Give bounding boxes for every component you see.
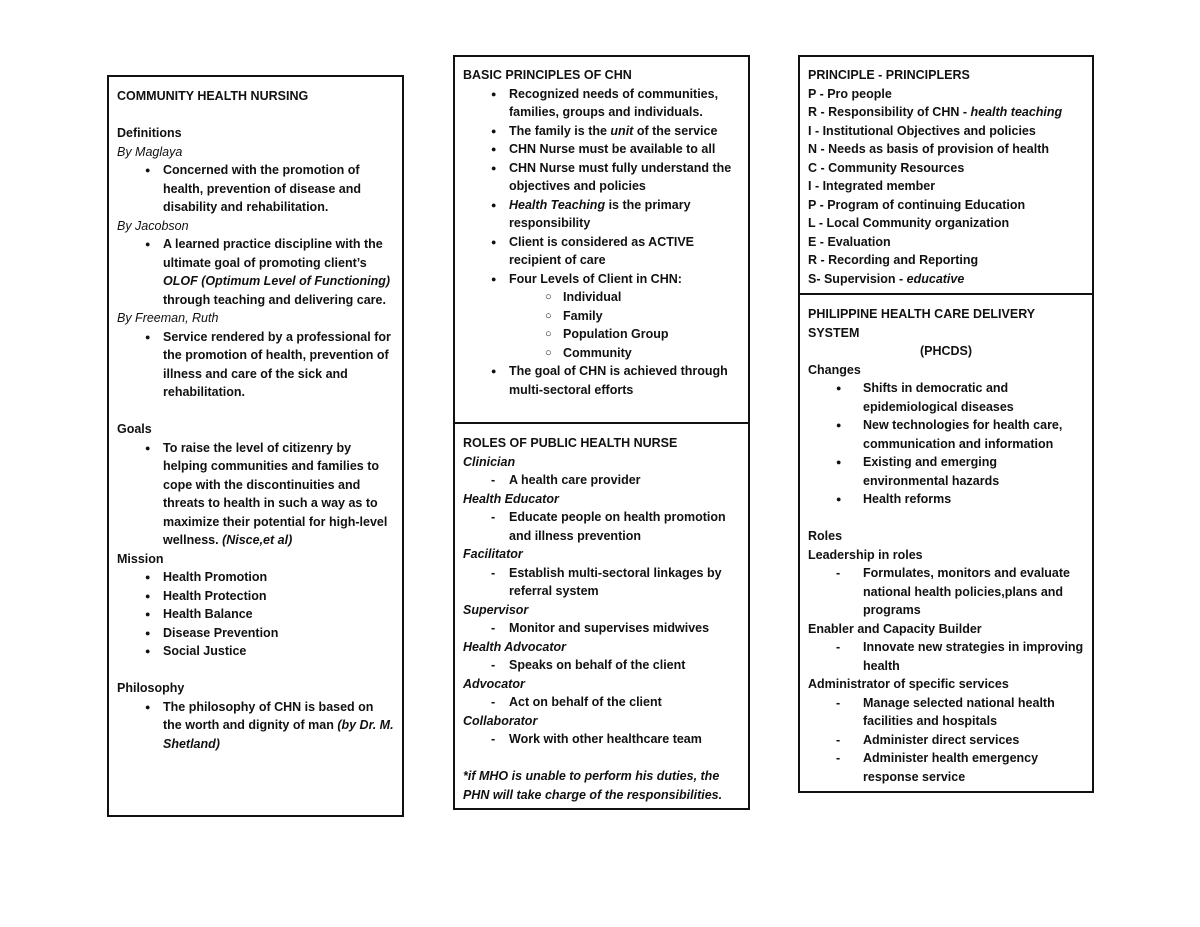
principle-emphasis: unit <box>610 123 634 138</box>
roles-phn-title: ROLES OF PUBLIC HEALTH NURSE <box>463 436 678 450</box>
principlers-title: PRINCIPLE - PRINCIPLERS <box>808 68 970 82</box>
mission-item: ● Health Promotion <box>117 568 394 587</box>
mission-item: ● Social Justice <box>117 642 394 661</box>
principler-emphasis: educative <box>906 271 965 286</box>
author-jacobson: By Jacobson <box>117 218 189 233</box>
goals-heading: Goals <box>117 422 152 436</box>
author-freeman: By Freeman, Ruth <box>117 311 219 325</box>
principle-item <box>463 122 740 141</box>
role-desc: - Monitor and supervises midwives <box>463 619 740 638</box>
principler-text: C - Community Resources <box>808 160 965 175</box>
principler-item <box>808 177 1084 196</box>
role-task: - Innovate new strategies in improving health <box>808 638 1084 675</box>
principler-item <box>808 270 1084 289</box>
role-desc: - Establish multi-sectoral linkages by referral system <box>463 564 740 601</box>
role-name: Supervisor <box>463 602 529 617</box>
role-name: Advocator <box>463 676 525 691</box>
client-level-item: ○ Population Group <box>463 325 740 344</box>
role-group: Enabler and Capacity Builder <box>808 621 982 636</box>
role-desc: - Work with other healthcare team <box>463 730 740 749</box>
changes-heading: Changes <box>808 362 861 377</box>
definition-jacobson-tail: through teaching and delivering care. <box>163 292 386 307</box>
chn-definitions-box <box>107 75 404 817</box>
mission-item: ● Health Protection <box>117 587 394 606</box>
role-group: Administrator of specific services <box>808 677 1009 691</box>
principle-text: The family is the <box>509 123 611 138</box>
basic-principles-title: BASIC PRINCIPLES OF CHN <box>463 68 632 82</box>
role-group: Leadership in roles <box>808 547 923 562</box>
mho-note: *if MHO is unable to perform his duties, the PHN will take charge of the responsibilities. <box>463 769 723 802</box>
principler-item <box>808 214 1084 233</box>
principle-item: ● Recognized needs of communities, families, groups and individuals. <box>463 85 740 122</box>
change-item: ● Health reforms <box>808 490 1084 509</box>
role-task: - Administer health emergency response service <box>808 749 1084 786</box>
principler-text: S- Supervision - <box>808 271 907 286</box>
client-level-item: ○ Individual <box>463 288 740 307</box>
client-level-item: ○ Community <box>463 344 740 363</box>
roles-phn-box <box>453 422 750 809</box>
role-name: Health Advocator <box>463 639 567 654</box>
change-item: ● New technologies for health care, communication and information <box>808 416 1084 453</box>
principler-item <box>808 159 1084 178</box>
principle-item: ● Client is considered as ACTIVE recipient of care <box>463 233 740 270</box>
role-name: Clinician <box>463 454 516 469</box>
philosophy-heading: Philosophy <box>117 681 185 695</box>
principler-text: E - Evaluation <box>808 234 891 249</box>
basic-principles-box <box>453 55 750 423</box>
principler-item <box>808 103 1084 122</box>
role-task: - Administer direct services <box>808 731 1084 750</box>
principle-emphasis: Health Teaching <box>509 197 606 212</box>
goal-citation: (Nisce,et al) <box>222 533 293 547</box>
roles-box-bottom-rule <box>453 808 750 810</box>
role-name: Facilitator <box>463 547 523 561</box>
author-maglaya: By Maglaya <box>117 144 183 159</box>
principle-item: ● CHN Nurse must fully understand the objectives and policies <box>463 159 740 196</box>
principle-item <box>463 196 740 233</box>
role-desc: - Act on behalf of the client <box>463 693 740 712</box>
goal-item <box>117 439 394 550</box>
role-name: Health Educator <box>463 491 559 506</box>
principler-text: R - Recording and Reporting <box>808 253 979 267</box>
phcds-abbr: (PHCDS) <box>919 344 973 358</box>
principle-item: ● The goal of CHN is achieved through multi-sectoral efforts <box>463 362 740 399</box>
principle-tail: of the service <box>633 123 718 138</box>
principler-item <box>808 122 1084 141</box>
definition-maglaya: ● Concerned with the promotion of health, prevention of disease and disability and rehabilitation. <box>117 161 394 217</box>
principle-item: ● CHN Nurse must be available to all <box>463 140 740 159</box>
principler-text: I - Institutional Objectives and policies <box>808 123 1036 138</box>
principler-text: P - Pro people <box>808 86 892 101</box>
principlers-box <box>798 55 1094 295</box>
principle-item: ● Four Levels of Client in CHN: <box>463 270 740 289</box>
olof-term: OLOF (Optimum Level of Functioning) <box>163 274 391 288</box>
role-desc: - A health care provider <box>463 471 740 490</box>
phcds-title: PHILIPPINE HEALTH CARE DELIVERY SYSTEM <box>808 307 1035 340</box>
mission-item: ● Disease Prevention <box>117 624 394 643</box>
principle-text: is the primary responsibility <box>509 197 691 230</box>
principler-item <box>808 251 1084 270</box>
change-item: ● Existing and emerging environmental hazards <box>808 453 1084 490</box>
change-item: ● Shifts in democratic and epidemiological diseases <box>808 379 1084 416</box>
mission-heading: Mission <box>117 551 164 566</box>
goal-text: To raise the level of citizenry by helping communities and families to cope with the discontinuities and threats to health in such a way as to maximize their potential for high-level wellness. <box>163 440 388 547</box>
philosophy-text: The philosophy of CHN is based on the worth and dignity of man <box>163 699 374 732</box>
definition-jacobson-text: A learned practice discipline with the ultimate goal of promoting client’s <box>163 237 383 270</box>
definition-freeman: ● Service rendered by a professional for the promotion of health, prevention of illness and care of the sick and rehabilitation. <box>117 328 394 402</box>
role-desc: - Speaks on behalf of the client <box>463 656 740 675</box>
phcds-box <box>798 293 1094 793</box>
role-task: - Manage selected national health facilities and hospitals <box>808 694 1084 731</box>
principler-emphasis: health teaching <box>970 105 1063 119</box>
role-name: Collaborator <box>463 713 538 728</box>
chn-title: COMMUNITY HEALTH NURSING <box>117 89 309 103</box>
philosophy-citation: (by Dr. M. Shetland) <box>163 718 394 751</box>
roles-heading: Roles <box>808 529 843 543</box>
client-level-item: ○ Family <box>463 307 740 326</box>
principler-text: R - Responsibility of CHN - <box>808 105 971 119</box>
principler-item <box>808 233 1084 252</box>
role-desc: - Educate people on health promotion and illness prevention <box>463 508 740 545</box>
philosophy-item <box>117 698 394 754</box>
mission-item: ● Health Balance <box>117 605 394 624</box>
role-task: - Formulates, monitors and evaluate national health policies,plans and programs <box>808 564 1084 620</box>
principler-text: I - Integrated member <box>808 179 936 193</box>
definitions-heading: Definitions <box>117 126 182 140</box>
principler-text: N - Needs as basis of provision of health <box>808 142 1050 156</box>
principler-item <box>808 85 1084 104</box>
principler-text: P - Program of continuing Education <box>808 197 1026 212</box>
principler-item <box>808 140 1084 159</box>
principler-text: L - Local Community organization <box>808 216 1010 230</box>
principler-item <box>808 196 1084 215</box>
definition-jacobson <box>117 235 394 309</box>
